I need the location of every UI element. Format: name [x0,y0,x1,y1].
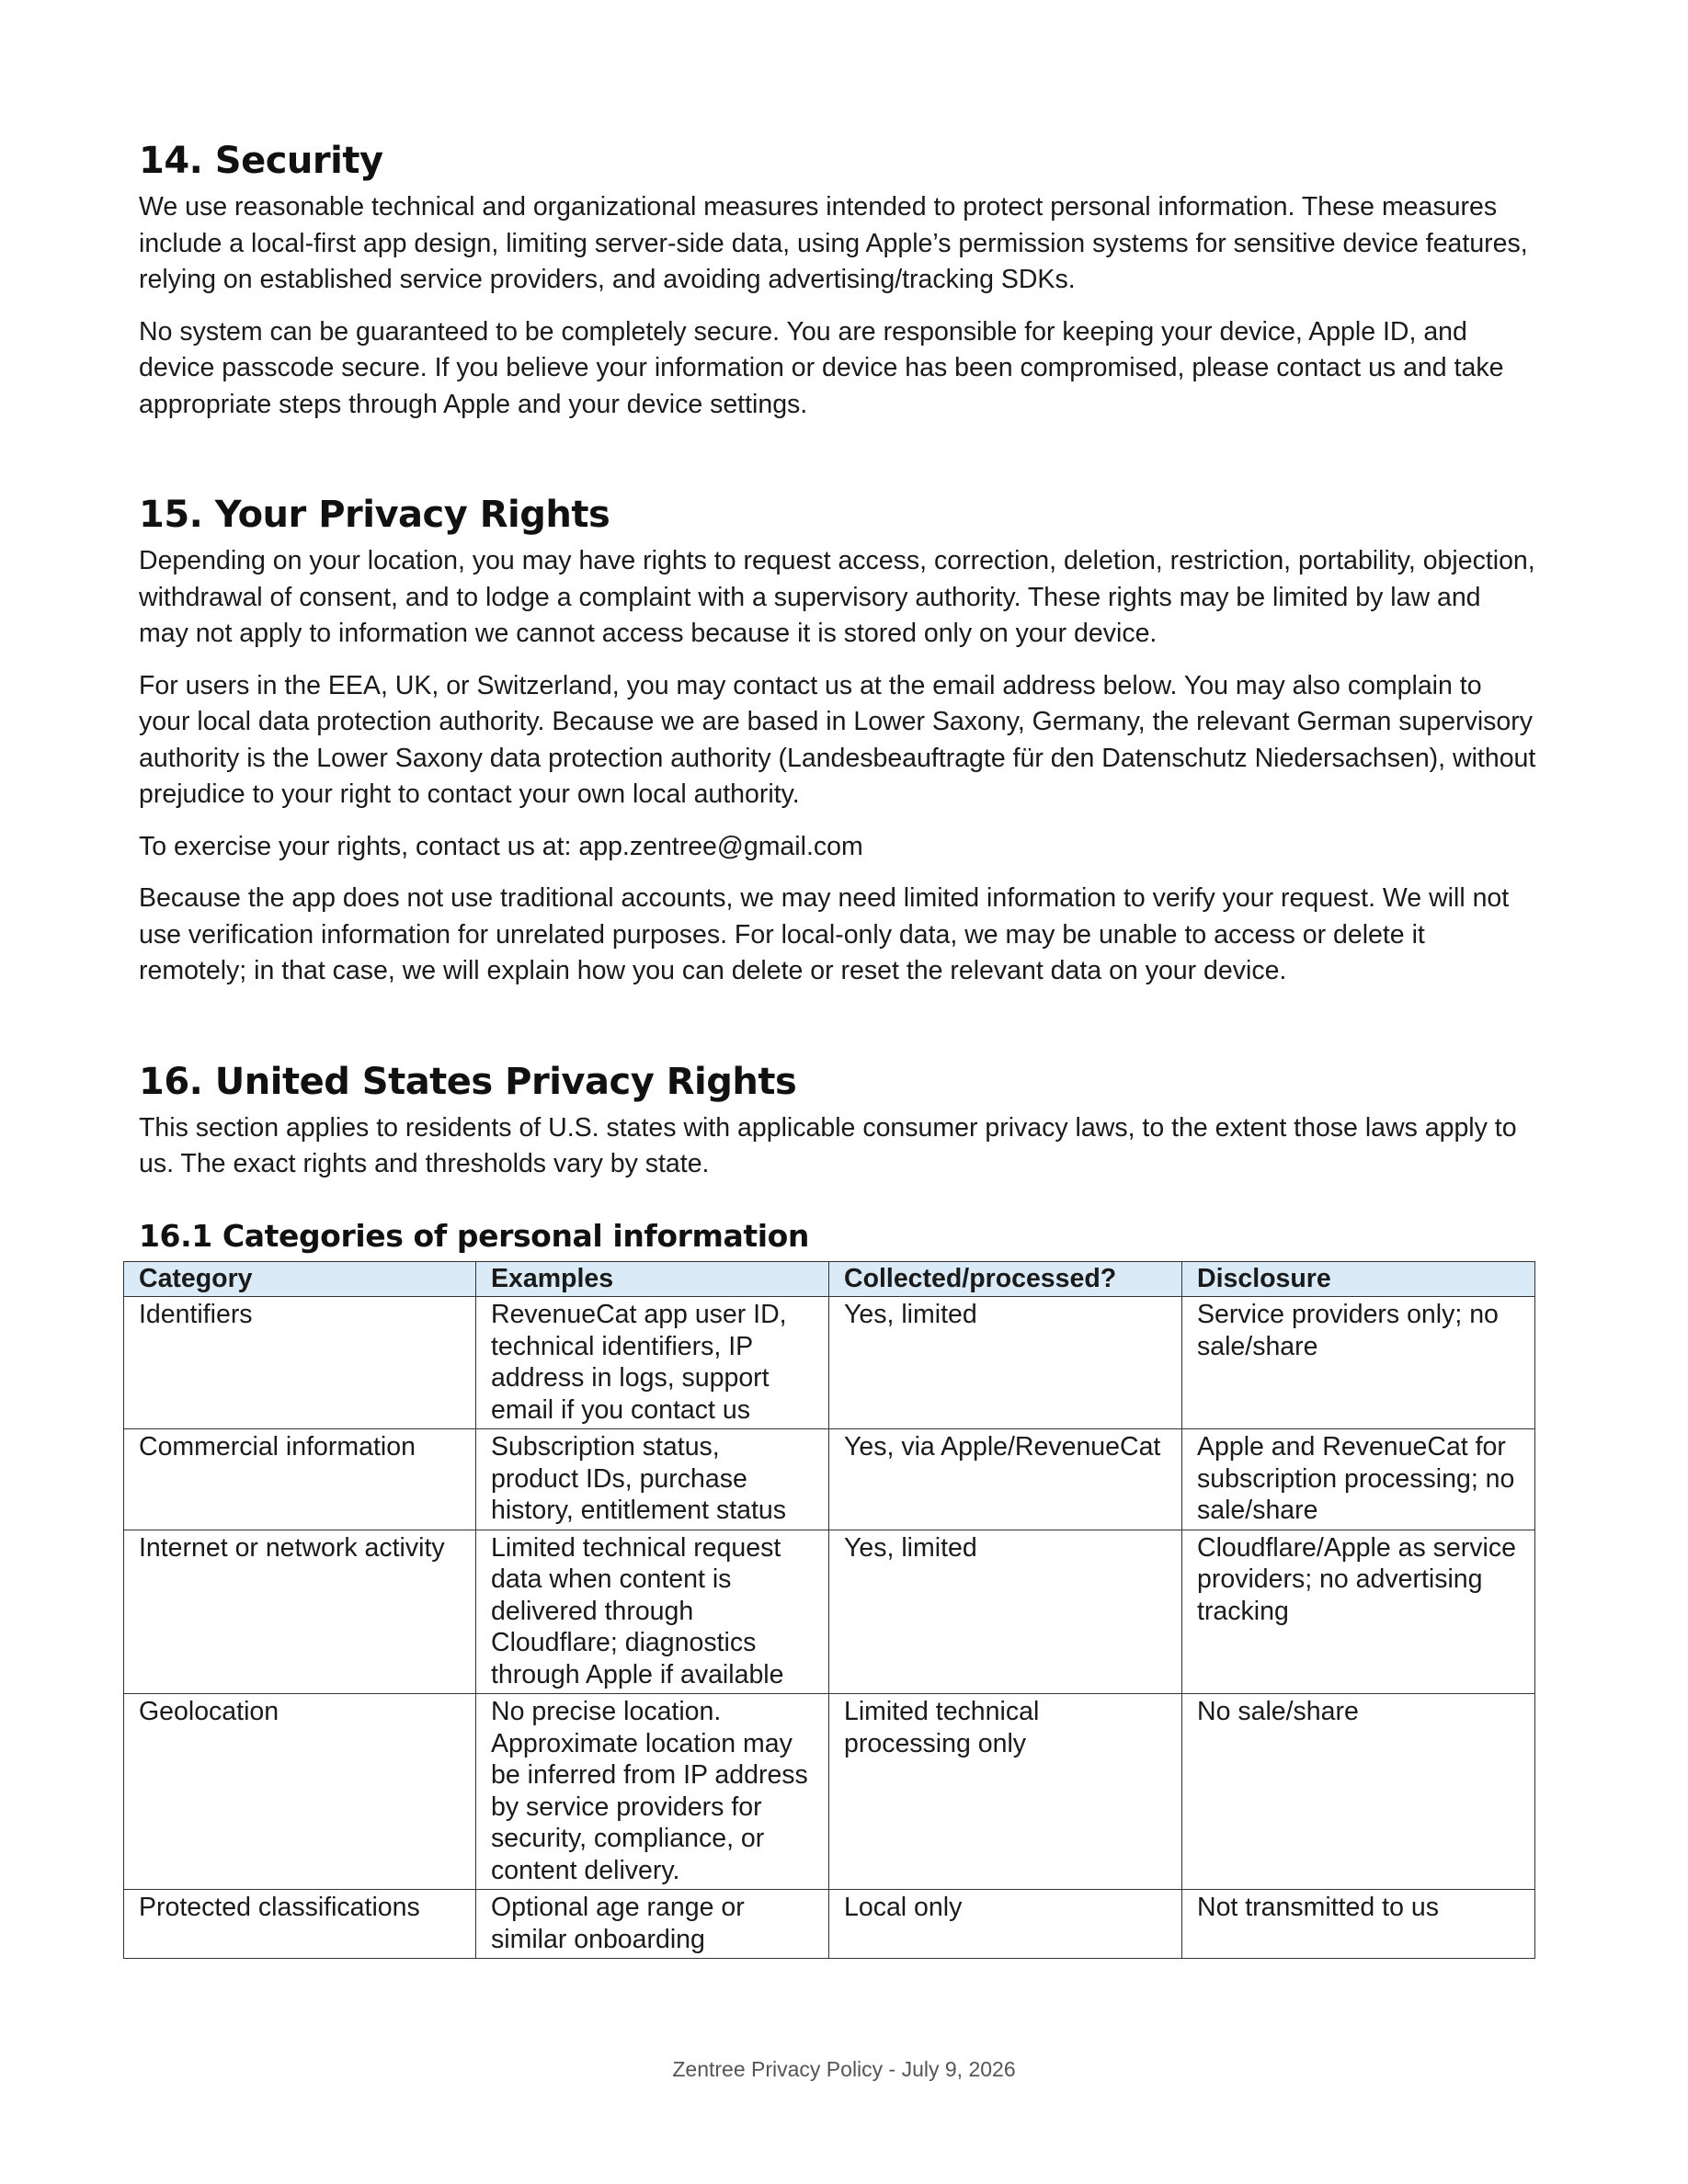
table-row [124,1890,1535,1959]
table-row [124,1297,1535,1429]
table-cell: Cloudflare/Apple as service providers; no advertising tracking [1182,1530,1535,1694]
table-cell: Subscription status, product IDs, purchase history, entitlement status [476,1429,829,1530]
table-cell: Yes, via Apple/RevenueCat [829,1429,1182,1530]
table-cell: Limited technical processing only [829,1694,1182,1890]
table-row [124,1429,1535,1530]
column-header-disclosure: Disclosure [1182,1261,1535,1297]
table-cell: Commercial information [124,1429,476,1530]
section-privacy-rights [139,492,1536,990]
paragraph: We use reasonable technical and organizational measures intended to protect personal information. These measures include a local-first app design, limiting server-side data, using Apple’s permission systems for sensitive device features, relying on established service providers, and avoiding advertising/tracking SDKs. [139,192,1528,294]
table-cell: Protected classifications [124,1890,476,1959]
section-heading: 15. Your Privacy Rights [139,494,610,536]
column-header-category: Category [124,1261,476,1297]
paragraph: This section applies to residents of U.S. states with applicable consumer privacy laws, to the extent those laws apply to us. The exact rights and thresholds vary by state. [139,1112,1517,1178]
table-cell: Internet or network activity [124,1530,476,1694]
paragraph: No system can be guaranteed to be completely secure. You are responsible for keeping your device, Apple ID, and device passcode secure. If you believe your information or device has been compromised, please contact us and take appropriate steps through Apple and your device settings. [139,316,1504,419]
section-heading: 16. United States Privacy Rights [139,1060,797,1103]
section-heading: 14. Security [139,140,383,182]
table-cell: Yes, limited [829,1530,1182,1694]
table-cell: No precise location. Approximate location may be inferred from IP address by service providers for security, compliance, or content delivery. [476,1694,829,1890]
subsection-heading: 16.1 Categories of personal information [139,1217,810,1254]
table-cell: Optional age range or similar onboarding [476,1890,829,1959]
section-security [139,138,1536,423]
table-row [124,1530,1535,1694]
table-cell: Local only [829,1890,1182,1959]
table-cell: Identifiers [124,1297,476,1429]
contact-paragraph: To exercise your rights, contact us at: app.zentree@gmail.com [139,831,863,861]
table-row [124,1694,1535,1890]
paragraph: Depending on your location, you may have rights to request access, correction, deletion, restriction, portability, objection, withdrawal of consent, and to lodge a complaint with a supervisory authority. These rights may be limited by law and may not apply to information we cannot access because it is stored only on your device. [139,546,1535,648]
paragraph: Because the app does not use traditional accounts, we may need limited information to verify your request. We will not use verification information for unrelated purposes. For local-only data, we may be unable to access or delete it remotely; in that case, we will explain how you can delete or reset the relevant data on your device. [139,883,1510,985]
table-cell: No sale/share [1182,1694,1535,1890]
table-cell: Geolocation [124,1694,476,1890]
table-cell: Yes, limited [829,1297,1182,1429]
column-header-collected: Collected/processed? [829,1261,1182,1297]
table-cell: Limited technical request data when content is delivered through Cloudflare; diagnostics through Apple if available [476,1530,829,1694]
table-header-row [124,1261,1535,1297]
table-cell: RevenueCat app user ID, technical identifiers, IP address in logs, support email if you contact us [476,1297,829,1429]
table-cell: Not transmitted to us [1182,1890,1535,1959]
document-page [139,138,1536,1959]
categories-table [123,1261,1535,1960]
column-header-examples: Examples [476,1261,829,1297]
paragraph: For users in the EEA, UK, or Switzerland, you may contact us at the email address below. You may also complain to your local data protection authority. Because we are based in Lower Saxony, Germany, the relevant German supervisory authority is the Lower Saxony data protection authority (Landesbeauftragte für den Datenschutz Niedersachsen), without prejudice to your right to contact your own local authority. [139,670,1536,809]
table-cell: Service providers only; no sale/share [1182,1297,1535,1429]
table-cell: Apple and RevenueCat for subscription processing; no sale/share [1182,1429,1535,1530]
section-us-privacy-rights [139,1059,1536,1960]
page-footer: Zentree Privacy Policy - July 9, 2026 [672,2057,1016,2081]
